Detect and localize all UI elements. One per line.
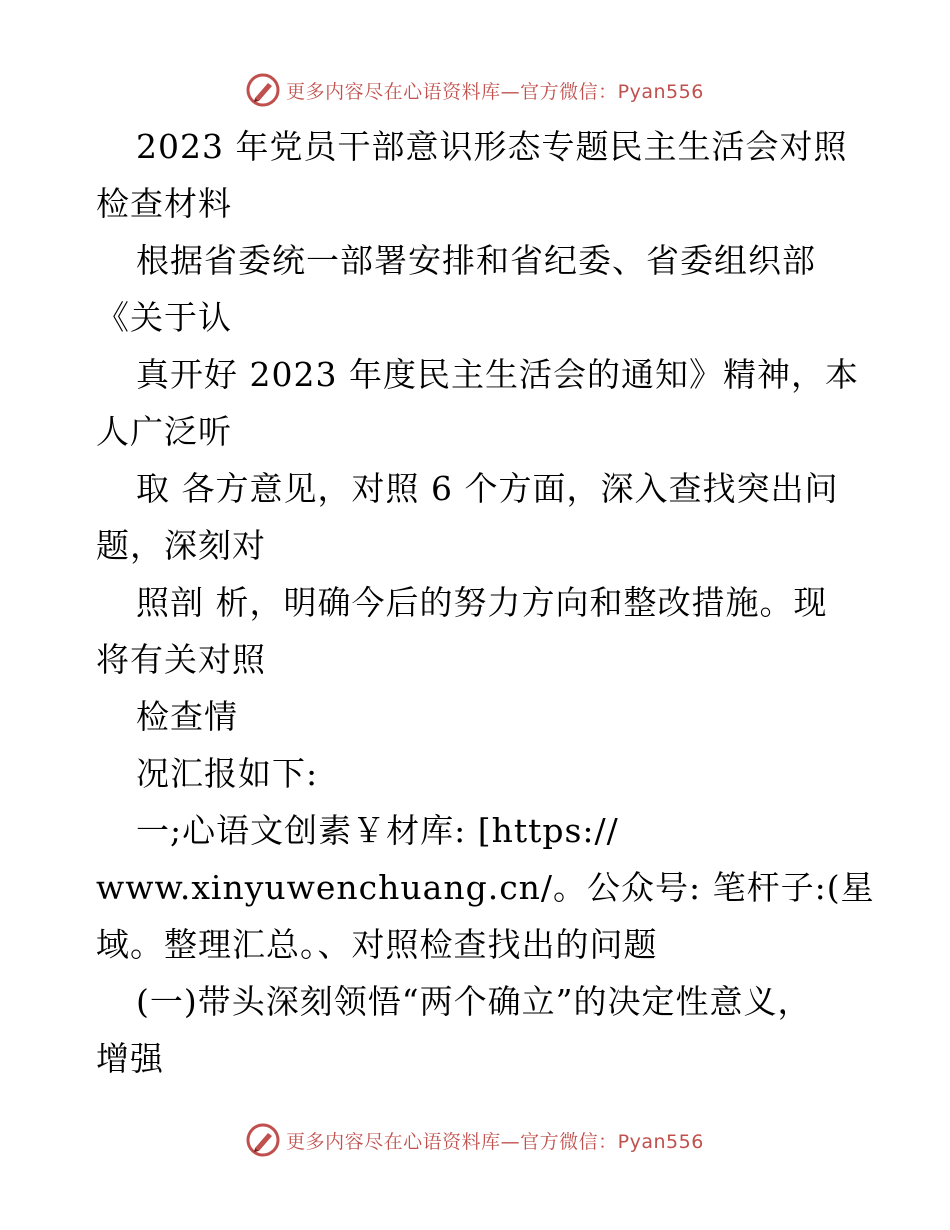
pen-logo-icon (246, 1123, 280, 1157)
paragraph-line: 检查情 (136, 697, 238, 736)
paragraph-line: 题，深刻对 (96, 526, 266, 565)
paragraph-line: 真开好 2023 年度民主生活会的通知》精神，本 (136, 355, 859, 394)
section-heading-line: 增强 (96, 1039, 164, 1078)
paragraph-line: 取 各方意见，对照 6 个方面，深入查找突出问 (136, 469, 839, 508)
paragraph-line: 照剖 析，明确今后的努力方向和整改措施。现 (136, 583, 828, 622)
paragraph-line: 域。整理汇总。、对照检查找出的问题 (96, 925, 658, 964)
paragraph-line: 况汇报如下: (136, 754, 319, 793)
paragraph-line: 一;心语文创素￥材库: [https:// (136, 811, 619, 850)
paragraph-line: www.xinyuwenchuang.cn/。公众号: 笔杆子:(星 (96, 868, 875, 907)
paragraph-line: 将有关对照 (96, 640, 266, 679)
section-heading-line: (一)带头深刻领悟“两个确立”的决定性意义， (136, 982, 812, 1021)
title-line-2: 检查材料 (96, 184, 232, 223)
footer-banner (0, 1120, 950, 1160)
document-body (96, 118, 875, 1087)
paragraph-line: 《关于认 (96, 298, 232, 337)
paragraph-line: 人广泛听 (96, 412, 232, 451)
paragraph-line: 根据省委统一部署安排和省纪委、省委组织部 (136, 241, 816, 280)
title-line-1: 2023 年党员干部意识形态专题民主生活会对照 (136, 127, 848, 166)
header-banner-text: 更多内容尽在心语资料库—官方微信：Pyan556 (286, 80, 704, 103)
footer-banner-text: 更多内容尽在心语资料库—官方微信：Pyan556 (286, 1130, 704, 1153)
pen-logo-icon (246, 73, 280, 107)
header-banner (0, 70, 950, 110)
